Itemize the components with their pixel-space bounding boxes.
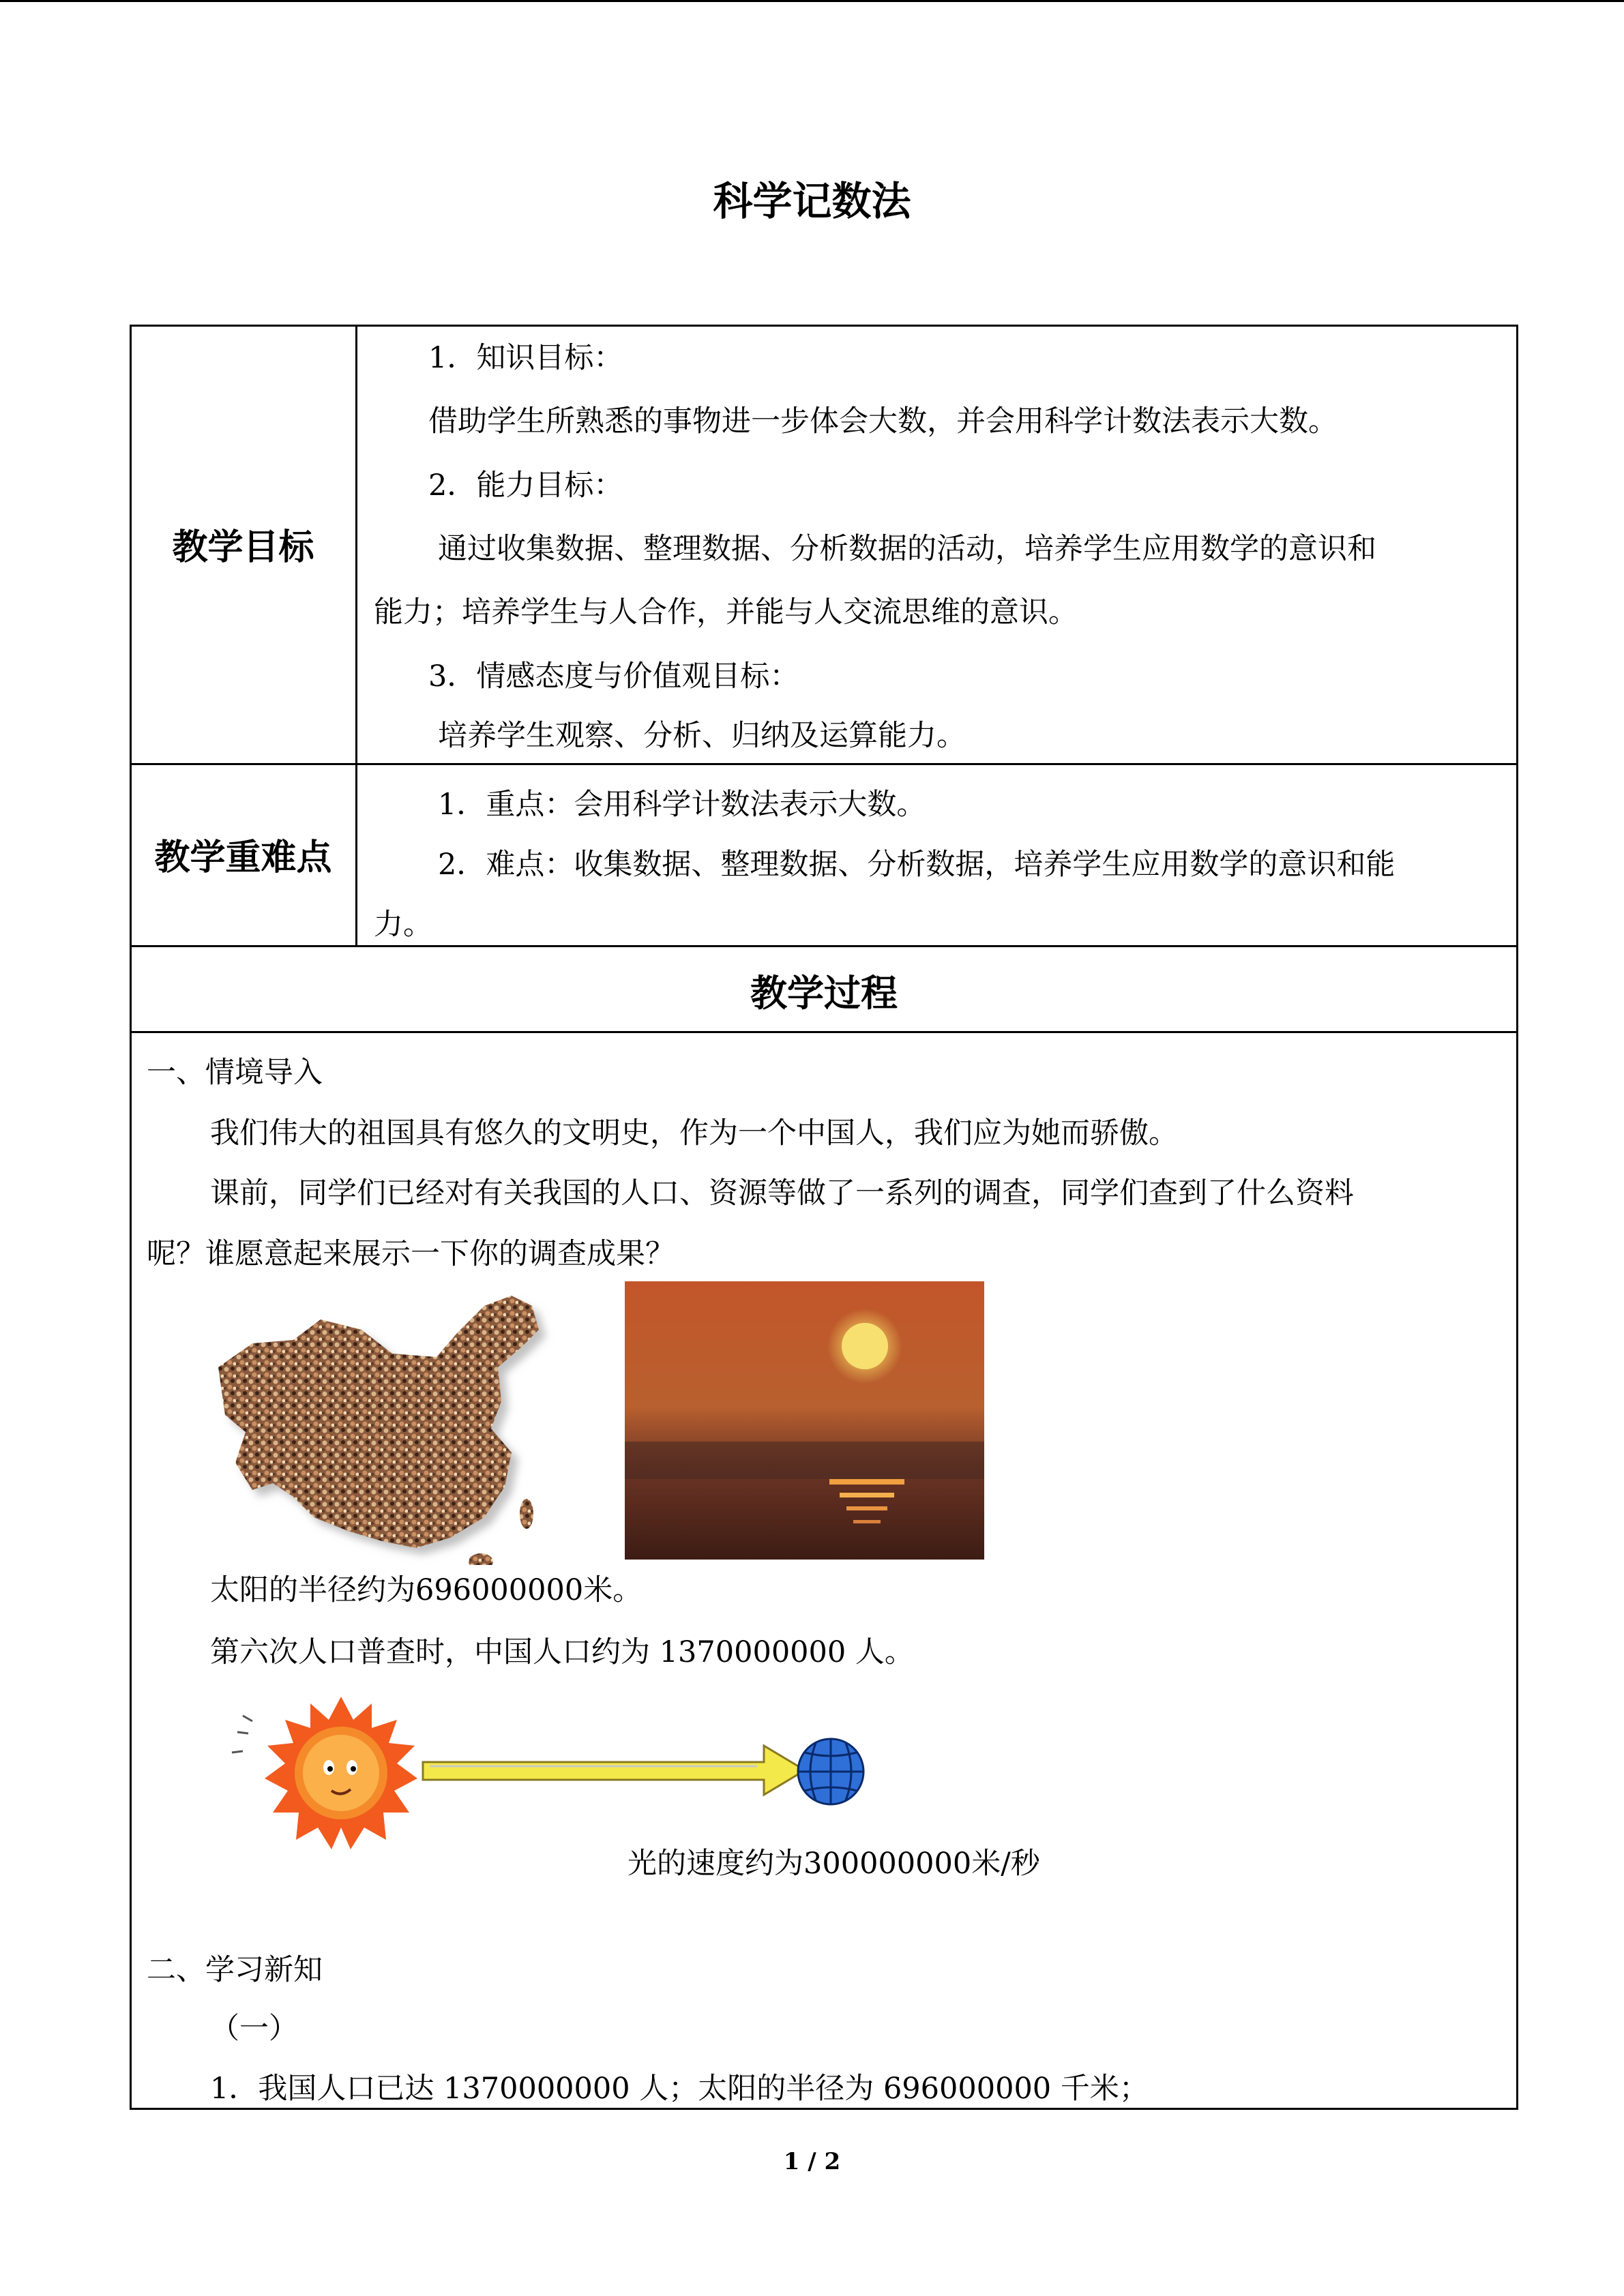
population-fact: 第六次人口普查时，中国人口约为 1370000000 人。 — [210, 1635, 914, 1669]
objective-line: 2．能力目标： — [428, 468, 623, 503]
key-points-label: 教学重难点 — [154, 837, 332, 878]
objective-line: 借助学生所熟悉的事物进一步体会大数，并会用科学计数法表示大数。 — [428, 404, 1338, 438]
key-point-line: 2．难点：收集数据、整理数据、分析数据，培养学生应用数学的意识和能 — [438, 848, 1396, 882]
objective-line: 能力；培养学生与人合作，并能与人交流思维的意识。 — [374, 595, 1078, 629]
objective-line: 3．情感态度与价值观目标： — [428, 659, 799, 694]
intro-paragraph: 我们伟大的祖国具有悠久的文明史，作为一个中国人，我们应为她而骄傲。 — [210, 1116, 1178, 1150]
objective-line: 通过收集数据、整理数据、分析数据的活动，培养学生应用数学的意识和 — [438, 532, 1376, 566]
objectives-label: 教学目标 — [172, 527, 314, 568]
new-knowledge-subheading: （一） — [210, 2012, 298, 2046]
key-point-line: 力。 — [374, 908, 432, 942]
intro-paragraph: 呢？谁愿意起来展示一下你的调查成果？ — [147, 1237, 675, 1271]
sunset-photo — [625, 1281, 984, 1560]
intro-paragraph: 课前，同学们已经对有关我国的人口、资源等做了一系列的调查，同学们查到了什么资料 — [210, 1176, 1354, 1210]
top-rule — [0, 0, 1624, 2]
new-knowledge-item: 1．我国人口已达 1370000000 人；太阳的半径为 696000000 千米； — [210, 2072, 1149, 2106]
china-population-map-image — [211, 1292, 607, 1565]
light-speed-caption: 光的速度约为300000000米/秒 — [628, 1847, 1040, 1881]
process-heading: 教学过程 — [750, 971, 898, 1015]
sun-radius-fact: 太阳的半径约为696000000米。 — [210, 1573, 643, 1607]
light-travel-illustration — [225, 1691, 873, 1855]
document-title: 科学记数法 — [713, 178, 911, 224]
objective-line: 培养学生观察、分析、归纳及运算能力。 — [438, 719, 966, 753]
page-number: 1 / 2 — [783, 2148, 841, 2175]
intro-heading: 一、情境导入 — [147, 1056, 323, 1090]
new-knowledge-heading: 二、学习新知 — [147, 1953, 323, 1987]
objective-line: 1．知识目标： — [428, 341, 623, 375]
key-point-line: 1．重点：会用科学计数法表示大数。 — [438, 788, 926, 822]
